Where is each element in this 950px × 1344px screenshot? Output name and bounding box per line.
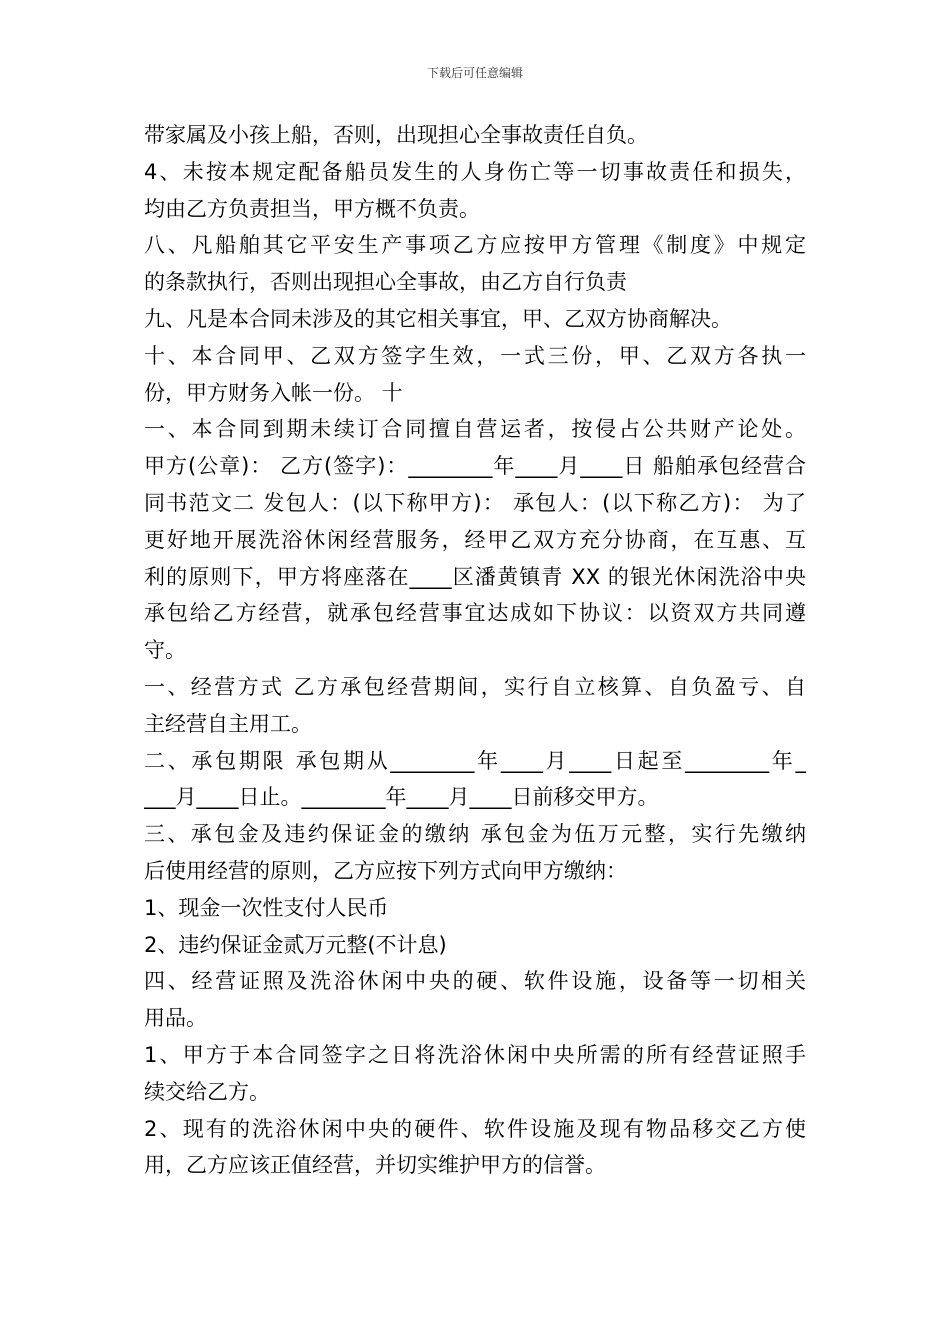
paragraph-line: 2、现有的洗浴休闲中央的硬件、软件设施及现有物品移交乙方使 [144,1116,806,1141]
paragraph-line: 用，乙方应该正值经营，并切实维护甲方的信誉。 [144,1153,606,1178]
paragraph-line: 十、本合同甲、乙双方签字生效，一式三份，甲、乙双方各执一 [144,343,806,368]
paragraph-line: 同书范文二 发包人：(以下称甲方)： 承包人：(以下称乙方)： 为了 [144,490,806,515]
paragraph-line: 一、本合同到期未续订合同擅自营运者，按侵占公共财产论处。 [144,417,806,442]
paragraph-line: 带家属及小孩上船，否则，出现担心全事故责任自负。 [144,123,648,147]
paragraph-line: 2、违约保证金贰万元整(不计息) [144,932,447,957]
paragraph-line: 二、承包期限 承包期从________年____月____日起至________年_ [144,748,806,773]
paragraph-line: 更好地开展洗浴休闲经营服务，经甲乙双方充分协商，在互惠、互 [144,527,806,552]
paragraph-line: 守。 [144,638,186,663]
paragraph-line: 甲方(公章)： 乙方(签字)：________年____月____日 船舶承包经营合 [144,454,806,479]
paragraph-line: 四、经营证照及洗浴休闲中央的硬、软件设施，设备等一切相关 [144,969,806,994]
paragraph-line: 一、经营方式 乙方承包经营期间，实行自立核算、自负盈亏、自 [144,674,806,699]
paragraph-line: 续交给乙方。 [144,1079,270,1104]
paragraph-line: 1、现金一次性支付人民币 [144,895,389,920]
paragraph-line: ___月____日止。________年____月____日前移交甲方。 [144,785,659,810]
document-body [144,117,806,1184]
paragraph-line: 八、凡船舶其它平安生产事项乙方应按甲方管理《制度》中规定 [144,233,806,258]
paragraph-line: 主经营自主用工。 [144,711,312,736]
paragraph-line: 九、凡是本合同未涉及的其它相关事宜，甲、乙双方协商解决。 [144,306,732,331]
page-header: 下载后可任意编辑 [426,66,523,80]
paragraph-line: 的条款执行，否则出现担心全事故，由乙方自行负责 [144,270,627,295]
paragraph-line: 4、未按本规定配备船员发生的人身伤亡等一切事故责任和损失， [144,159,806,184]
paragraph-line: 后使用经营的原则，乙方应按下列方式向甲方缴纳： [144,858,627,883]
paragraph-line: 三、承包金及违约保证金的缴纳 承包金为伍万元整，实行先缴纳 [144,822,806,847]
paragraph-line: 均由乙方负责担当，甲方概不负责。 [144,196,480,221]
paragraph-line: 份，甲方财务入帐一份。 十 [144,380,403,405]
paragraph-line: 利的原则下，甲方将座落在____区潘黄镇青 XX 的银光休闲洗浴中央 [144,564,806,589]
paragraph-line: 承包给乙方经营，就承包经营事宜达成如下协议：以资双方共同遵 [144,601,806,626]
paragraph-line: 1、甲方于本合同签字之日将洗浴休闲中央所需的所有经营证照手 [144,1042,806,1067]
paragraph-line: 用品。 [144,1006,207,1031]
